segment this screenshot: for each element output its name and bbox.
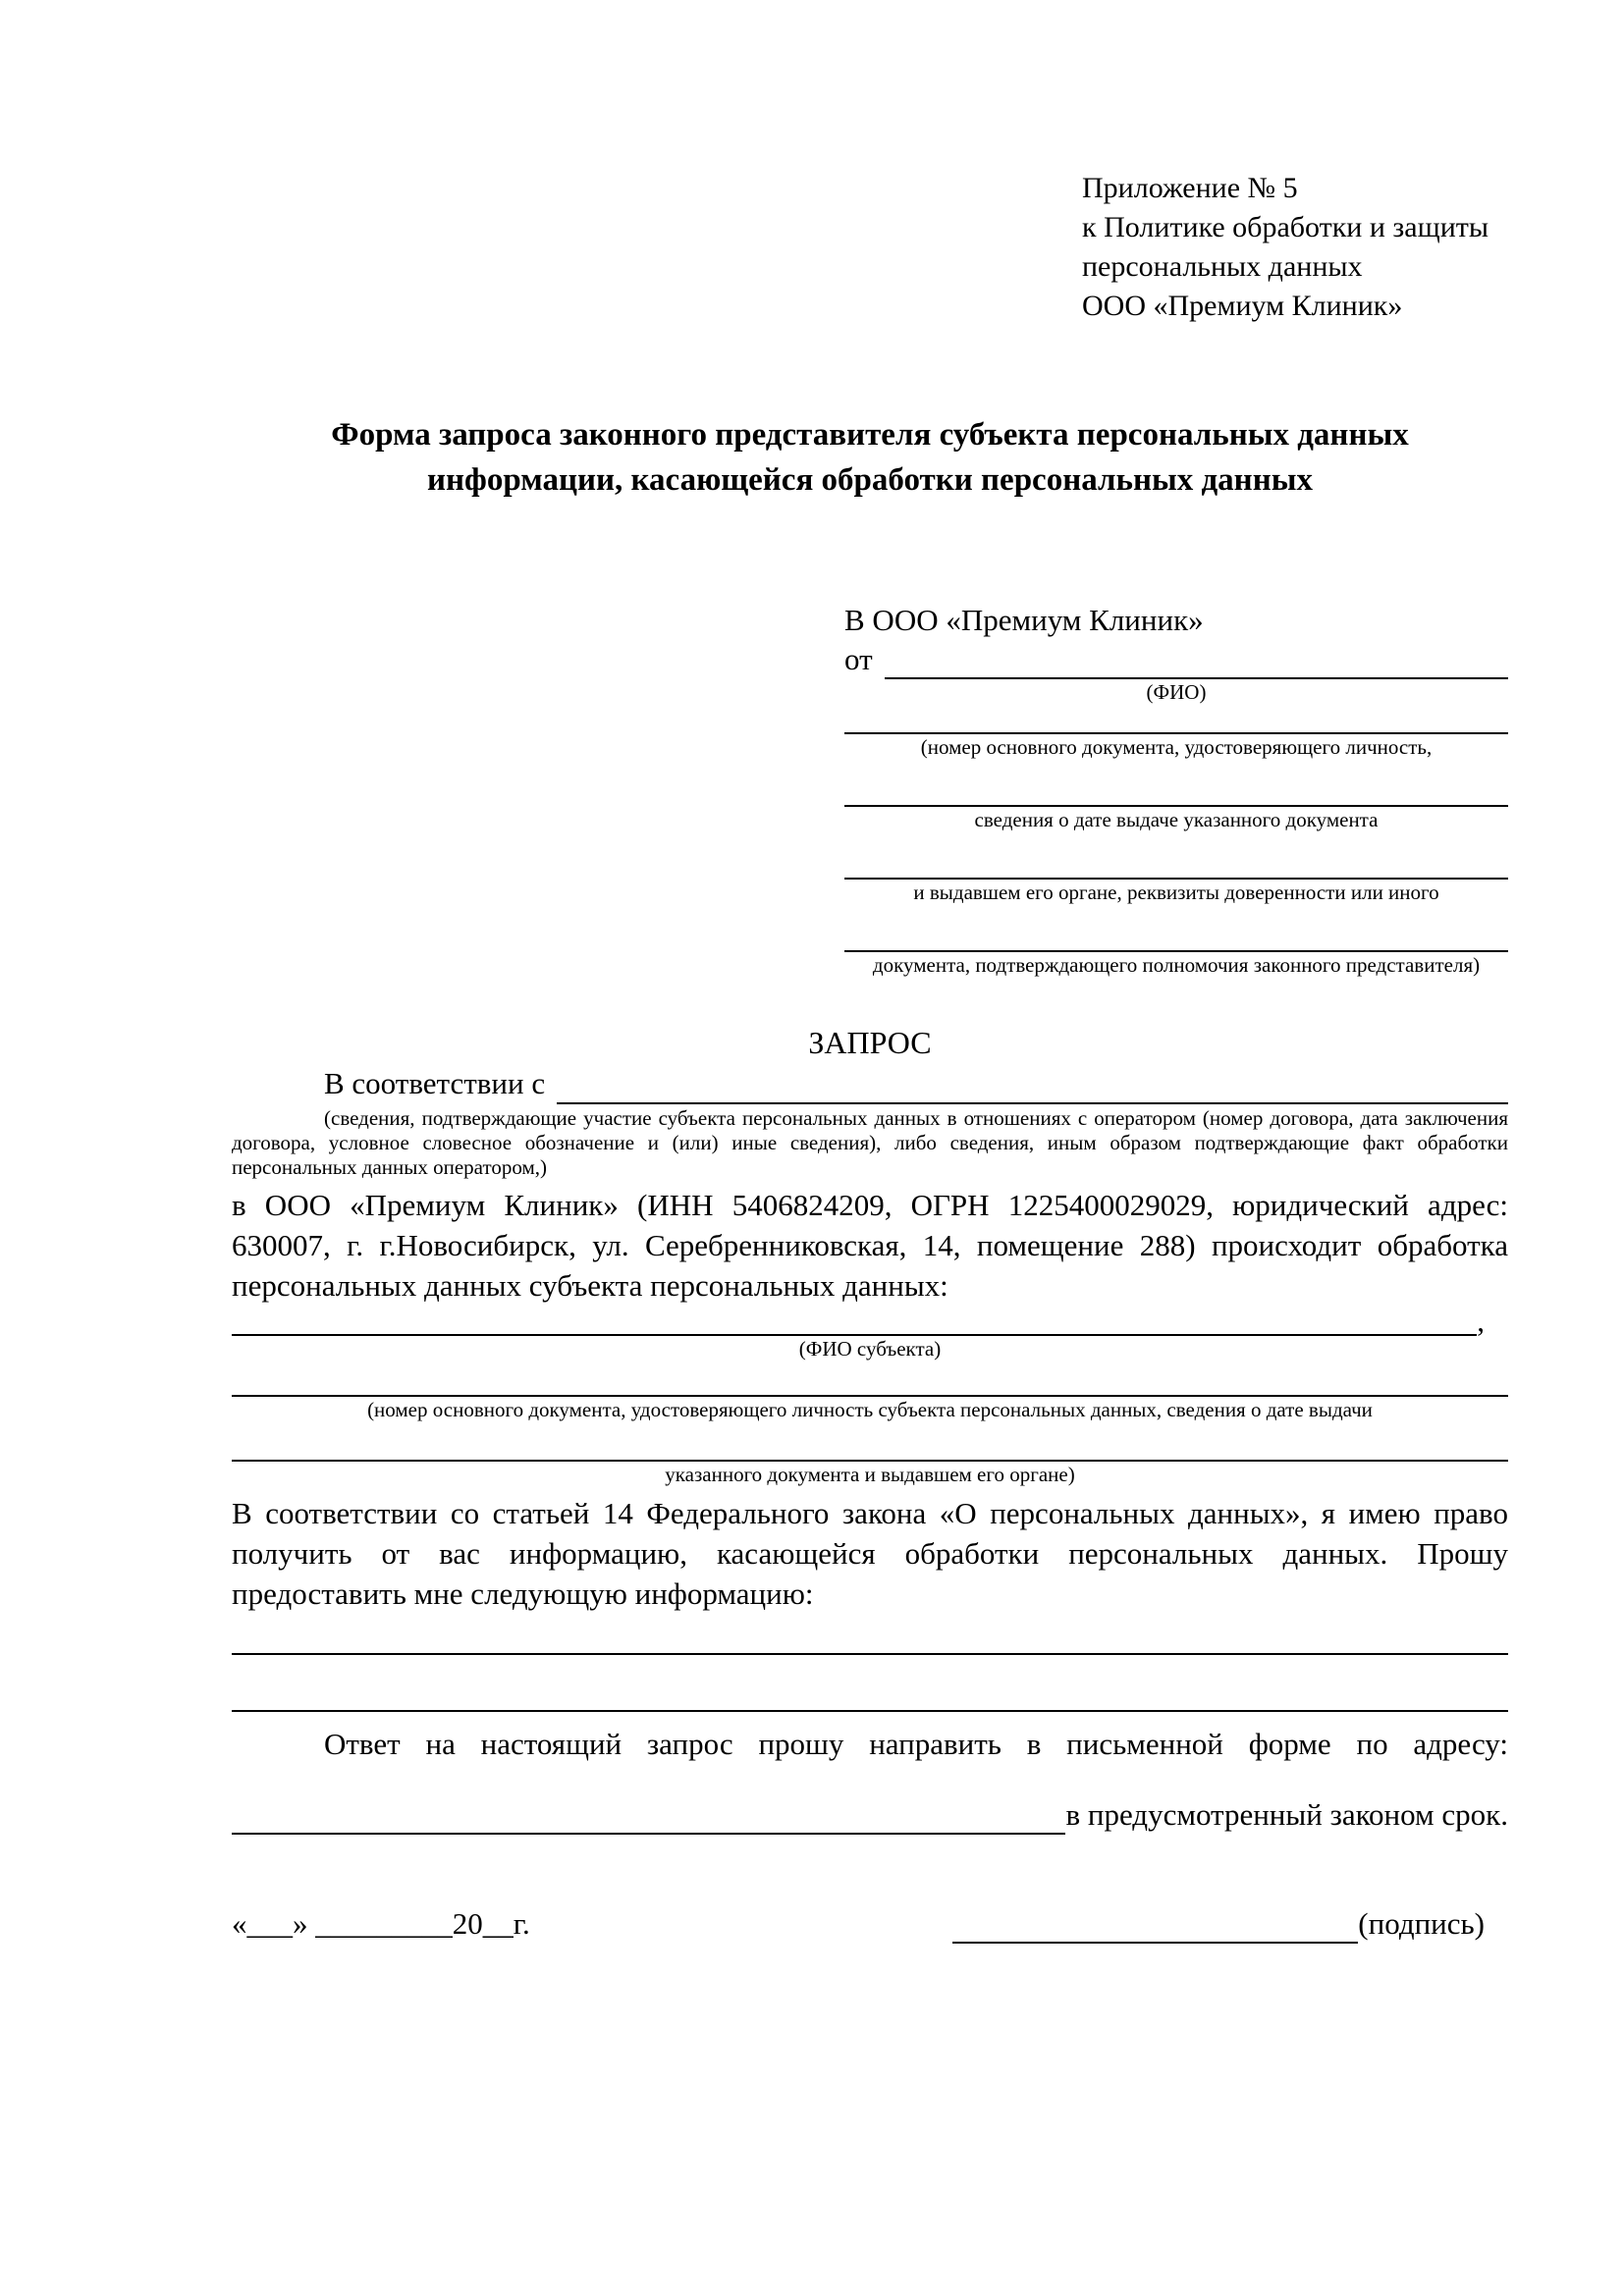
- addressee-block: [844, 601, 1508, 978]
- form-title-line-1: Форма запроса законного представителя субъекта персональных данных: [331, 417, 1409, 453]
- appendix-line: персональных данных: [1082, 250, 1363, 283]
- representative-doc-caption: документа, подтверждающего полномочия законного представителя): [872, 953, 1481, 977]
- answer-address-blank-line: [232, 1803, 1065, 1835]
- request-heading: ЗАПРОС: [808, 1025, 932, 1060]
- appendix-line: к Политике обработки и защиты: [1082, 211, 1489, 243]
- appendix-block: [1082, 169, 1508, 326]
- subject-fio-row: [232, 1306, 1485, 1336]
- operator-paragraph: в ООО «Премиум Клиник» (ИНН 5406824209, ОГРН 1225400029029, юридический адрес: 630007, г. г.Новосибирск, ул. Серебренниковская, 14, помещение 288) происходит обработка персональных данных субъекта персональных данных:: [232, 1188, 1508, 1303]
- form-title: [232, 412, 1508, 503]
- representative-doc-blank-line: [844, 905, 1508, 952]
- subject-fio-caption: (ФИО субъекта): [798, 1337, 942, 1361]
- appendix-line: Приложение № 5: [1082, 172, 1298, 204]
- accordance-label: В соответствии с: [324, 1066, 546, 1100]
- from-label: от: [844, 642, 873, 676]
- subject-doc-caption-1: (номер основного документа, удостоверяющего личность субъекта персональных данных, сведения о дате выдачи: [367, 1398, 1373, 1421]
- answer-tail-text: в предусмотренный законом срок.: [1065, 1797, 1508, 1832]
- subject-doc-blank-line: [232, 1362, 1508, 1397]
- fio-caption: (ФИО): [1146, 680, 1207, 704]
- from-row: [844, 640, 1508, 679]
- subject-doc-caption-2: указанного документа и выдавшем его органе): [665, 1463, 1075, 1486]
- form-title-line-2: информации, касающейся обработки персональных данных: [427, 462, 1313, 498]
- signature-blank-line: [952, 1912, 1358, 1944]
- answer-address-row: [232, 1794, 1508, 1835]
- appendix-line: ООО «Премиум Клиник»: [1082, 290, 1403, 322]
- representative-doc-caption: и выдавшем его органе, реквизиты доверенности или иного: [913, 881, 1439, 904]
- footer-row: [232, 1903, 1508, 1944]
- representative-doc-blank-line: [844, 760, 1508, 807]
- line-comma: ,: [1477, 1304, 1485, 1338]
- document-content: [232, 0, 1508, 1944]
- representative-doc-blank-line: [844, 705, 1508, 734]
- representative-doc-caption: (номер основного документа, удостоверяющего личность,: [920, 735, 1433, 759]
- representative-doc-caption: сведения о дате выдаче указанного документа: [974, 808, 1379, 831]
- answer-paragraph: Ответ на настоящий запрос прошу направить в письменной форме по адресу:: [324, 1727, 1508, 1761]
- accordance-blank-line: [557, 1063, 1508, 1104]
- subject-fio-blank-line: [232, 1318, 1477, 1336]
- accordance-caption: (сведения, подтверждающие участие субъекта персональных данных в отношениях с оператором (номер договора, дата заключения договора, условное словесное обозначение и (или) иные сведения), либо сведения, иным образом подтверждающие факт обработки персональных данных оператором,): [232, 1106, 1508, 1179]
- signature-group: [952, 1903, 1485, 1944]
- requested-info-blank-line: [232, 1655, 1508, 1712]
- date-line: «___» _________20__г.: [232, 1906, 530, 1941]
- accordance-row: [232, 1063, 1508, 1104]
- requested-info-blank-line: [232, 1614, 1508, 1655]
- signature-caption: (подпись): [1358, 1906, 1485, 1941]
- addressee-to: В ООО «Премиум Клиник»: [844, 603, 1204, 637]
- representative-doc-blank-line: [844, 832, 1508, 880]
- subject-doc-blank-line: [232, 1422, 1508, 1462]
- law-paragraph: В соответствии со статьей 14 Федерального закона «О персональных данных», я имею право получить от вас информацию, касающейся обработки персональных данных. Прошу предоставить мне следующую информацию:: [232, 1496, 1508, 1611]
- fio-blank-line: [885, 640, 1508, 679]
